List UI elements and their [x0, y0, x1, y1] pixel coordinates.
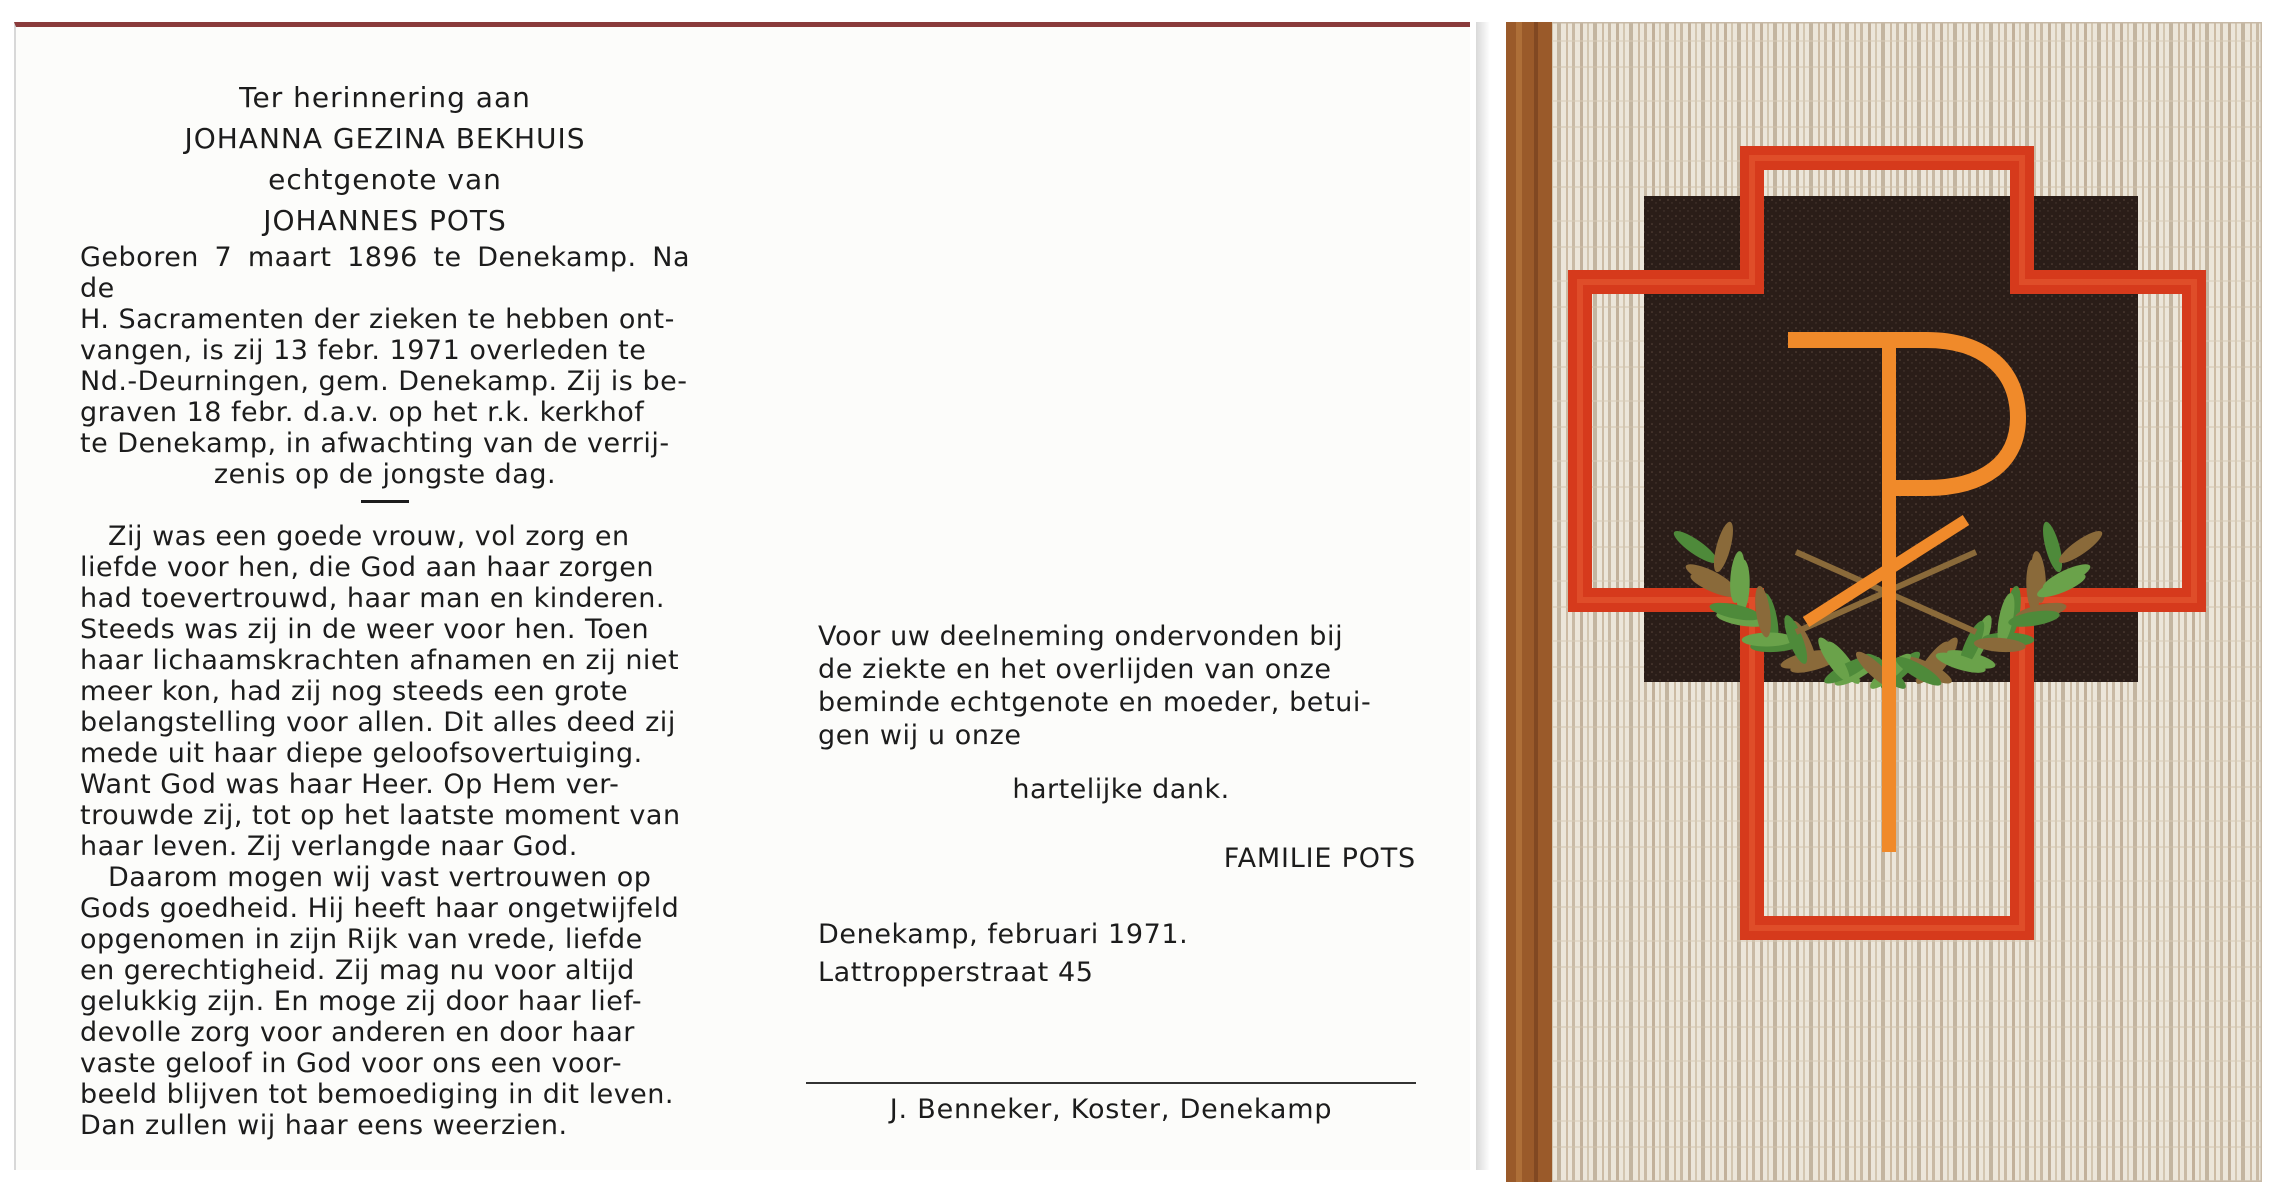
- address: Lattropperstraat 45: [818, 957, 1094, 988]
- tribute-line: devolle zorg voor anderen en door haar: [80, 1017, 635, 1048]
- tribute-line: haar leven. Zij verlangde naar God.: [80, 831, 578, 862]
- spouse-name: JOHANNES POTS: [263, 204, 507, 237]
- tribute-line: Want God was haar Heer. Op Hem ver-: [80, 769, 620, 800]
- printer-credit: J. Benneker, Koster, Denekamp: [889, 1094, 1333, 1125]
- tribute-line: Steeds was zij in de weer voor hen. Toen: [80, 614, 650, 645]
- family-signature: FAMILIE POTS: [1223, 843, 1416, 874]
- thanks-line: Voor uw deelneming ondervonden bij: [818, 621, 1344, 652]
- bio-line: te Denekamp, in afwachting van de verrij-: [80, 428, 670, 459]
- thanks-closing: hartelijke dank.: [1012, 774, 1230, 805]
- thanks-line: gen wij u onze: [818, 720, 1022, 751]
- tribute-text: [80, 521, 690, 1141]
- deceased-name: JOHANNA GEZINA BEKHUIS: [184, 122, 586, 155]
- bio-line: H. Sacramenten der zieken te hebben ont-: [80, 304, 675, 335]
- thanks-line: de ziekte en het overlijden van onze: [818, 654, 1332, 685]
- tribute-line: liefde voor hen, die God aan haar zorgen: [80, 552, 655, 583]
- tribute-line: vaste geloof in God voor ons een voor-: [80, 1048, 623, 1079]
- bio-line: zenis op de jongste dag.: [213, 459, 557, 490]
- printer-rule: [806, 1082, 1416, 1084]
- biography: [80, 242, 690, 490]
- cover-spine: [1506, 22, 1552, 1182]
- tribute-line: haar lichaamskrachten afnamen en zij niet: [80, 645, 680, 676]
- thanks-line: beminde echtgenote en moeder, betui-: [818, 687, 1372, 718]
- place-date: Denekamp, februari 1971.: [818, 919, 1189, 950]
- tribute-line: Zij was een goede vrouw, vol zorg en: [108, 521, 630, 552]
- cover-artwork: [1506, 22, 2262, 1182]
- card-cover: [1506, 22, 2262, 1182]
- tribute-line: beeld blijven tot bemoediging in dit leven.: [80, 1079, 674, 1110]
- tribute-line: en gerechtigheid. Zij mag nu voor altijd: [80, 955, 635, 986]
- tribute-line: mede uit haar diepe geloofsovertuiging.: [80, 738, 643, 769]
- tribute-line: belangstelling voor allen. Dit alles deed zij: [80, 707, 676, 738]
- tribute-line: Gods goedheid. Hij heeft haar ongetwijfeld: [80, 893, 680, 924]
- tribute-line: trouwde zij, tot op het laatste moment van: [80, 800, 681, 831]
- intro-text: Ter herinnering aan: [239, 81, 531, 114]
- bio-line: Geboren 7 maart 1896 te Denekamp. Na de: [80, 242, 690, 304]
- tribute-line: gelukkig zijn. En moge zij door haar lief-: [80, 986, 643, 1017]
- tribute-line: meer kon, had zij nog steeds een grote: [80, 676, 629, 707]
- bio-line: graven 18 febr. d.a.v. op het r.k. kerkhof: [80, 397, 645, 428]
- section-divider: [361, 500, 409, 503]
- left-page: [80, 78, 690, 1141]
- tribute-line: Dan zullen wij haar eens weerzien.: [80, 1110, 568, 1141]
- bio-line: Nd.-Deurningen, gem. Denekamp. Zij is be-: [80, 366, 688, 397]
- thanks-text: [818, 620, 1424, 752]
- tribute-line: opgenomen in zijn Rijk van vrede, liefde: [80, 924, 643, 955]
- tribute-line: had toevertrouwd, haar man en kinderen.: [80, 583, 665, 614]
- bio-line: vangen, is zij 13 febr. 1971 overleden te: [80, 335, 647, 366]
- relation-text: echtgenote van: [268, 163, 502, 196]
- right-page: [818, 620, 1424, 992]
- card-fold: [1476, 22, 1490, 1170]
- tribute-line: Daarom mogen wij vast vertrouwen op: [108, 862, 652, 893]
